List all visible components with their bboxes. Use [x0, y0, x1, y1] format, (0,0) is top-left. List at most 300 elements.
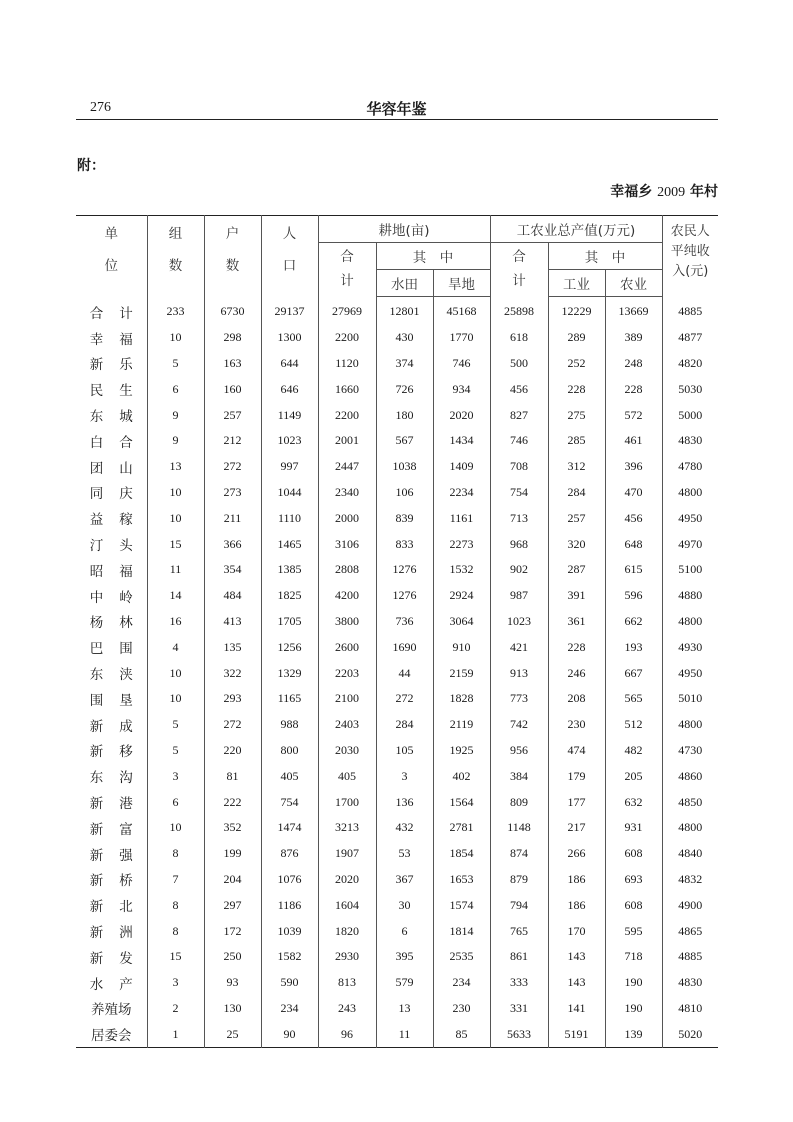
cell-dry: 234: [433, 970, 490, 996]
cell-population: 234: [261, 996, 318, 1022]
cell-unit: 新 洲: [76, 918, 147, 944]
cell-dry: 3064: [433, 609, 490, 635]
header-income: 农民人 平纯收 入(元): [662, 216, 718, 297]
cell-population: 1582: [261, 944, 318, 970]
cell-paddy: 284: [376, 712, 433, 738]
table-row: [76, 892, 718, 918]
cell-groups: 5: [147, 351, 204, 377]
cell-population: 1474: [261, 815, 318, 841]
cell-out-total: 861: [490, 944, 548, 970]
cell-groups: 5: [147, 712, 204, 738]
table-row: [76, 297, 718, 325]
cell-dry: 2159: [433, 660, 490, 686]
cell-population: 644: [261, 351, 318, 377]
cell-unit: 新 北: [76, 892, 147, 918]
cell-out-total: 956: [490, 738, 548, 764]
cell-households: 272: [204, 454, 261, 480]
table-row: [76, 944, 718, 970]
cell-dry: 1409: [433, 454, 490, 480]
cell-farm-total: 813: [318, 970, 376, 996]
cell-dry: 1653: [433, 867, 490, 893]
cell-population: 876: [261, 841, 318, 867]
cell-groups: 10: [147, 480, 204, 506]
cell-industry: 312: [548, 454, 605, 480]
page-number: 276: [90, 100, 111, 115]
cell-paddy: 726: [376, 376, 433, 402]
cell-households: 273: [204, 480, 261, 506]
cell-groups: 8: [147, 841, 204, 867]
cell-population: 1023: [261, 428, 318, 454]
cell-groups: 14: [147, 583, 204, 609]
cell-dry: 1564: [433, 789, 490, 815]
cell-population: 1465: [261, 531, 318, 557]
cell-dry: 934: [433, 376, 490, 402]
cell-paddy: 1276: [376, 557, 433, 583]
header-population: 人 口: [261, 216, 318, 297]
cell-households: 25: [204, 1021, 261, 1047]
cell-income: 4810: [662, 996, 718, 1022]
cell-out-total: 879: [490, 867, 548, 893]
cell-dry: 1434: [433, 428, 490, 454]
cell-population: 1825: [261, 583, 318, 609]
cell-unit: 汀 头: [76, 531, 147, 557]
cell-industry: 230: [548, 712, 605, 738]
header-farmland-of-which: 其 中: [376, 243, 490, 270]
table-row: [76, 970, 718, 996]
cell-agri: 662: [605, 609, 662, 635]
header-households: 户 数: [204, 216, 261, 297]
cell-out-total: 827: [490, 402, 548, 428]
cell-unit: 同 庆: [76, 480, 147, 506]
cell-industry: 361: [548, 609, 605, 635]
cell-income: 4800: [662, 712, 718, 738]
cell-paddy: 1038: [376, 454, 433, 480]
cell-unit: 围 垦: [76, 686, 147, 712]
cell-income: 4850: [662, 789, 718, 815]
cell-unit: 杨 林: [76, 609, 147, 635]
cell-farm-total: 3800: [318, 609, 376, 635]
cell-households: 130: [204, 996, 261, 1022]
cell-agri: 228: [605, 376, 662, 402]
cell-households: 222: [204, 789, 261, 815]
table-row: [76, 402, 718, 428]
cell-farm-total: 96: [318, 1021, 376, 1047]
cell-dry: 45168: [433, 297, 490, 325]
cell-groups: 9: [147, 428, 204, 454]
cell-population: 90: [261, 1021, 318, 1047]
cell-unit: 幸 福: [76, 325, 147, 351]
cell-agri: 608: [605, 841, 662, 867]
table-row: [76, 763, 718, 789]
header-farmland: 耕地(亩): [318, 216, 490, 243]
cell-population: 1186: [261, 892, 318, 918]
cell-dry: 230: [433, 996, 490, 1022]
cell-population: 1149: [261, 402, 318, 428]
cell-unit: 中 岭: [76, 583, 147, 609]
cell-income: 5000: [662, 402, 718, 428]
cell-agri: 615: [605, 557, 662, 583]
cell-unit: 巴 围: [76, 634, 147, 660]
cell-unit: 昭 福: [76, 557, 147, 583]
cell-paddy: 1690: [376, 634, 433, 660]
cell-paddy: 106: [376, 480, 433, 506]
cell-households: 298: [204, 325, 261, 351]
table-row: [76, 815, 718, 841]
cell-households: 135: [204, 634, 261, 660]
cell-unit: 益 稼: [76, 505, 147, 531]
cell-farm-total: 2930: [318, 944, 376, 970]
cell-population: 1385: [261, 557, 318, 583]
cell-paddy: 567: [376, 428, 433, 454]
table-row: [76, 351, 718, 377]
table-row: [76, 918, 718, 944]
header-output-total: 合 计: [490, 243, 548, 297]
cell-farm-total: 243: [318, 996, 376, 1022]
cell-population: 1165: [261, 686, 318, 712]
cell-industry: 289: [548, 325, 605, 351]
cell-dry: 1925: [433, 738, 490, 764]
table-row: [76, 738, 718, 764]
header-paddy: 水田: [376, 270, 433, 297]
cell-agri: 608: [605, 892, 662, 918]
cell-farm-total: 27969: [318, 297, 376, 325]
cell-groups: 10: [147, 325, 204, 351]
village-stats-table: [76, 215, 718, 1048]
cell-population: 1076: [261, 867, 318, 893]
cell-out-total: 746: [490, 428, 548, 454]
cell-dry: 1770: [433, 325, 490, 351]
cell-agri: 667: [605, 660, 662, 686]
table-row: [76, 505, 718, 531]
cell-income: 5030: [662, 376, 718, 402]
caption-prefix: 幸福乡: [610, 184, 653, 200]
cell-groups: 3: [147, 970, 204, 996]
cell-farm-total: 2001: [318, 428, 376, 454]
cell-groups: 11: [147, 557, 204, 583]
cell-households: 250: [204, 944, 261, 970]
cell-income: 4930: [662, 634, 718, 660]
cell-population: 1705: [261, 609, 318, 635]
cell-farm-total: 3213: [318, 815, 376, 841]
cell-groups: 7: [147, 867, 204, 893]
cell-agri: 470: [605, 480, 662, 506]
cell-groups: 10: [147, 686, 204, 712]
cell-industry: 320: [548, 531, 605, 557]
cell-households: 211: [204, 505, 261, 531]
cell-out-total: 1023: [490, 609, 548, 635]
table-row: [76, 325, 718, 351]
cell-households: 6730: [204, 297, 261, 325]
cell-population: 646: [261, 376, 318, 402]
cell-dry: 2924: [433, 583, 490, 609]
cell-farm-total: 2340: [318, 480, 376, 506]
cell-households: 322: [204, 660, 261, 686]
header-groups: 组 数: [147, 216, 204, 297]
caption-suffix: 年村: [690, 184, 718, 200]
cell-out-total: 902: [490, 557, 548, 583]
cell-dry: 1828: [433, 686, 490, 712]
cell-paddy: 374: [376, 351, 433, 377]
header-rule: [76, 119, 718, 120]
cell-unit: 合 计: [76, 297, 147, 325]
cell-out-total: 794: [490, 892, 548, 918]
cell-income: 4730: [662, 738, 718, 764]
table-row: [76, 557, 718, 583]
cell-population: 754: [261, 789, 318, 815]
header-farmland-total: 合 计: [318, 243, 376, 297]
cell-households: 272: [204, 712, 261, 738]
cell-paddy: 180: [376, 402, 433, 428]
cell-groups: 16: [147, 609, 204, 635]
header-agriculture: 农业: [605, 270, 662, 297]
cell-agri: 482: [605, 738, 662, 764]
cell-paddy: 44: [376, 660, 433, 686]
cell-dry: 1854: [433, 841, 490, 867]
cell-farm-total: 2100: [318, 686, 376, 712]
table-row: [76, 686, 718, 712]
cell-unit: 新 移: [76, 738, 147, 764]
cell-unit: 新 发: [76, 944, 147, 970]
cell-agri: 389: [605, 325, 662, 351]
cell-out-total: 742: [490, 712, 548, 738]
cell-paddy: 30: [376, 892, 433, 918]
cell-agri: 190: [605, 996, 662, 1022]
cell-population: 988: [261, 712, 318, 738]
table-row: [76, 454, 718, 480]
cell-households: 484: [204, 583, 261, 609]
cell-out-total: 5633: [490, 1021, 548, 1047]
header-output-of-which: 其 中: [548, 243, 662, 270]
cell-income: 4800: [662, 480, 718, 506]
header-output: 工农业总产值(万元): [490, 216, 662, 243]
cell-paddy: 367: [376, 867, 433, 893]
cell-groups: 6: [147, 789, 204, 815]
cell-income: 4860: [662, 763, 718, 789]
header-industry: 工业: [548, 270, 605, 297]
table-row: [76, 583, 718, 609]
cell-unit: 新 成: [76, 712, 147, 738]
cell-dry: 2273: [433, 531, 490, 557]
cell-industry: 217: [548, 815, 605, 841]
cell-industry: 228: [548, 634, 605, 660]
cell-paddy: 53: [376, 841, 433, 867]
cell-households: 366: [204, 531, 261, 557]
cell-dry: 1161: [433, 505, 490, 531]
cell-agri: 512: [605, 712, 662, 738]
cell-households: 81: [204, 763, 261, 789]
cell-industry: 170: [548, 918, 605, 944]
cell-agri: 396: [605, 454, 662, 480]
cell-out-total: 500: [490, 351, 548, 377]
cell-population: 1110: [261, 505, 318, 531]
cell-population: 590: [261, 970, 318, 996]
cell-paddy: 6: [376, 918, 433, 944]
table-row: [76, 1021, 718, 1047]
cell-industry: 141: [548, 996, 605, 1022]
cell-households: 204: [204, 867, 261, 893]
cell-households: 354: [204, 557, 261, 583]
cell-income: 4970: [662, 531, 718, 557]
cell-farm-total: 2200: [318, 325, 376, 351]
cell-industry: 246: [548, 660, 605, 686]
cell-unit: 东 浃: [76, 660, 147, 686]
cell-income: 4830: [662, 428, 718, 454]
cell-agri: 456: [605, 505, 662, 531]
cell-farm-total: 2020: [318, 867, 376, 893]
cell-agri: 931: [605, 815, 662, 841]
cell-agri: 648: [605, 531, 662, 557]
cell-out-total: 713: [490, 505, 548, 531]
cell-out-total: 913: [490, 660, 548, 686]
table-row: [76, 609, 718, 635]
cell-income: 4800: [662, 815, 718, 841]
cell-industry: 177: [548, 789, 605, 815]
cell-industry: 275: [548, 402, 605, 428]
cell-out-total: 618: [490, 325, 548, 351]
cell-agri: 595: [605, 918, 662, 944]
cell-income: 4865: [662, 918, 718, 944]
cell-agri: 565: [605, 686, 662, 712]
cell-farm-total: 4200: [318, 583, 376, 609]
cell-industry: 143: [548, 970, 605, 996]
cell-unit: 东 沟: [76, 763, 147, 789]
cell-industry: 186: [548, 867, 605, 893]
cell-unit: 新 桥: [76, 867, 147, 893]
cell-farm-total: 1660: [318, 376, 376, 402]
cell-farm-total: 1120: [318, 351, 376, 377]
cell-unit: 养殖场: [76, 996, 147, 1022]
cell-farm-total: 405: [318, 763, 376, 789]
cell-dry: 2020: [433, 402, 490, 428]
cell-dry: 2119: [433, 712, 490, 738]
appendix-label: 附：: [77, 158, 105, 174]
cell-income: 4950: [662, 505, 718, 531]
cell-industry: 252: [548, 351, 605, 377]
table-row: [76, 660, 718, 686]
cell-out-total: 708: [490, 454, 548, 480]
table-row: [76, 428, 718, 454]
cell-groups: 5: [147, 738, 204, 764]
cell-industry: 284: [548, 480, 605, 506]
cell-households: 220: [204, 738, 261, 764]
cell-industry: 391: [548, 583, 605, 609]
cell-agri: 248: [605, 351, 662, 377]
cell-paddy: 736: [376, 609, 433, 635]
cell-population: 29137: [261, 297, 318, 325]
cell-paddy: 136: [376, 789, 433, 815]
cell-groups: 10: [147, 505, 204, 531]
cell-dry: 2535: [433, 944, 490, 970]
cell-dry: 402: [433, 763, 490, 789]
cell-households: 212: [204, 428, 261, 454]
cell-industry: 266: [548, 841, 605, 867]
cell-paddy: 1276: [376, 583, 433, 609]
cell-households: 293: [204, 686, 261, 712]
cell-paddy: 432: [376, 815, 433, 841]
cell-unit: 新 富: [76, 815, 147, 841]
cell-farm-total: 2200: [318, 402, 376, 428]
cell-households: 297: [204, 892, 261, 918]
cell-dry: 746: [433, 351, 490, 377]
cell-out-total: 765: [490, 918, 548, 944]
cell-groups: 9: [147, 402, 204, 428]
cell-agri: 572: [605, 402, 662, 428]
cell-out-total: 874: [490, 841, 548, 867]
table-row: [76, 841, 718, 867]
cell-farm-total: 2808: [318, 557, 376, 583]
cell-population: 1329: [261, 660, 318, 686]
cell-income: 4832: [662, 867, 718, 893]
cell-paddy: 11: [376, 1021, 433, 1047]
caption-year: 2009: [657, 185, 686, 200]
cell-out-total: 331: [490, 996, 548, 1022]
cell-households: 163: [204, 351, 261, 377]
cell-industry: 474: [548, 738, 605, 764]
cell-agri: 13669: [605, 297, 662, 325]
cell-income: 4820: [662, 351, 718, 377]
cell-paddy: 430: [376, 325, 433, 351]
table-row: [76, 376, 718, 402]
cell-income: 4900: [662, 892, 718, 918]
cell-farm-total: 1700: [318, 789, 376, 815]
cell-population: 405: [261, 763, 318, 789]
cell-farm-total: 2030: [318, 738, 376, 764]
cell-population: 1039: [261, 918, 318, 944]
cell-groups: 2: [147, 996, 204, 1022]
cell-households: 172: [204, 918, 261, 944]
cell-dry: 1532: [433, 557, 490, 583]
cell-paddy: 105: [376, 738, 433, 764]
cell-population: 1256: [261, 634, 318, 660]
cell-agri: 596: [605, 583, 662, 609]
cell-industry: 285: [548, 428, 605, 454]
cell-out-total: 333: [490, 970, 548, 996]
cell-farm-total: 2000: [318, 505, 376, 531]
cell-agri: 205: [605, 763, 662, 789]
cell-farm-total: 2203: [318, 660, 376, 686]
table-row: [76, 634, 718, 660]
cell-out-total: 773: [490, 686, 548, 712]
cell-paddy: 579: [376, 970, 433, 996]
table-row: [76, 712, 718, 738]
cell-industry: 5191: [548, 1021, 605, 1047]
cell-out-total: 987: [490, 583, 548, 609]
cell-groups: 6: [147, 376, 204, 402]
cell-unit: 团 山: [76, 454, 147, 480]
cell-groups: 15: [147, 944, 204, 970]
cell-households: 352: [204, 815, 261, 841]
cell-industry: 208: [548, 686, 605, 712]
cell-groups: 10: [147, 660, 204, 686]
cell-income: 4950: [662, 660, 718, 686]
cell-households: 257: [204, 402, 261, 428]
cell-dry: 1574: [433, 892, 490, 918]
cell-industry: 257: [548, 505, 605, 531]
cell-income: 5010: [662, 686, 718, 712]
cell-income: 5100: [662, 557, 718, 583]
cell-agri: 693: [605, 867, 662, 893]
cell-out-total: 456: [490, 376, 548, 402]
cell-industry: 179: [548, 763, 605, 789]
cell-unit: 居委会: [76, 1021, 147, 1047]
cell-population: 1044: [261, 480, 318, 506]
cell-farm-total: 3106: [318, 531, 376, 557]
cell-paddy: 833: [376, 531, 433, 557]
cell-unit: 新 乐: [76, 351, 147, 377]
cell-income: 4830: [662, 970, 718, 996]
cell-farm-total: 1907: [318, 841, 376, 867]
header-dry: 旱地: [433, 270, 490, 297]
